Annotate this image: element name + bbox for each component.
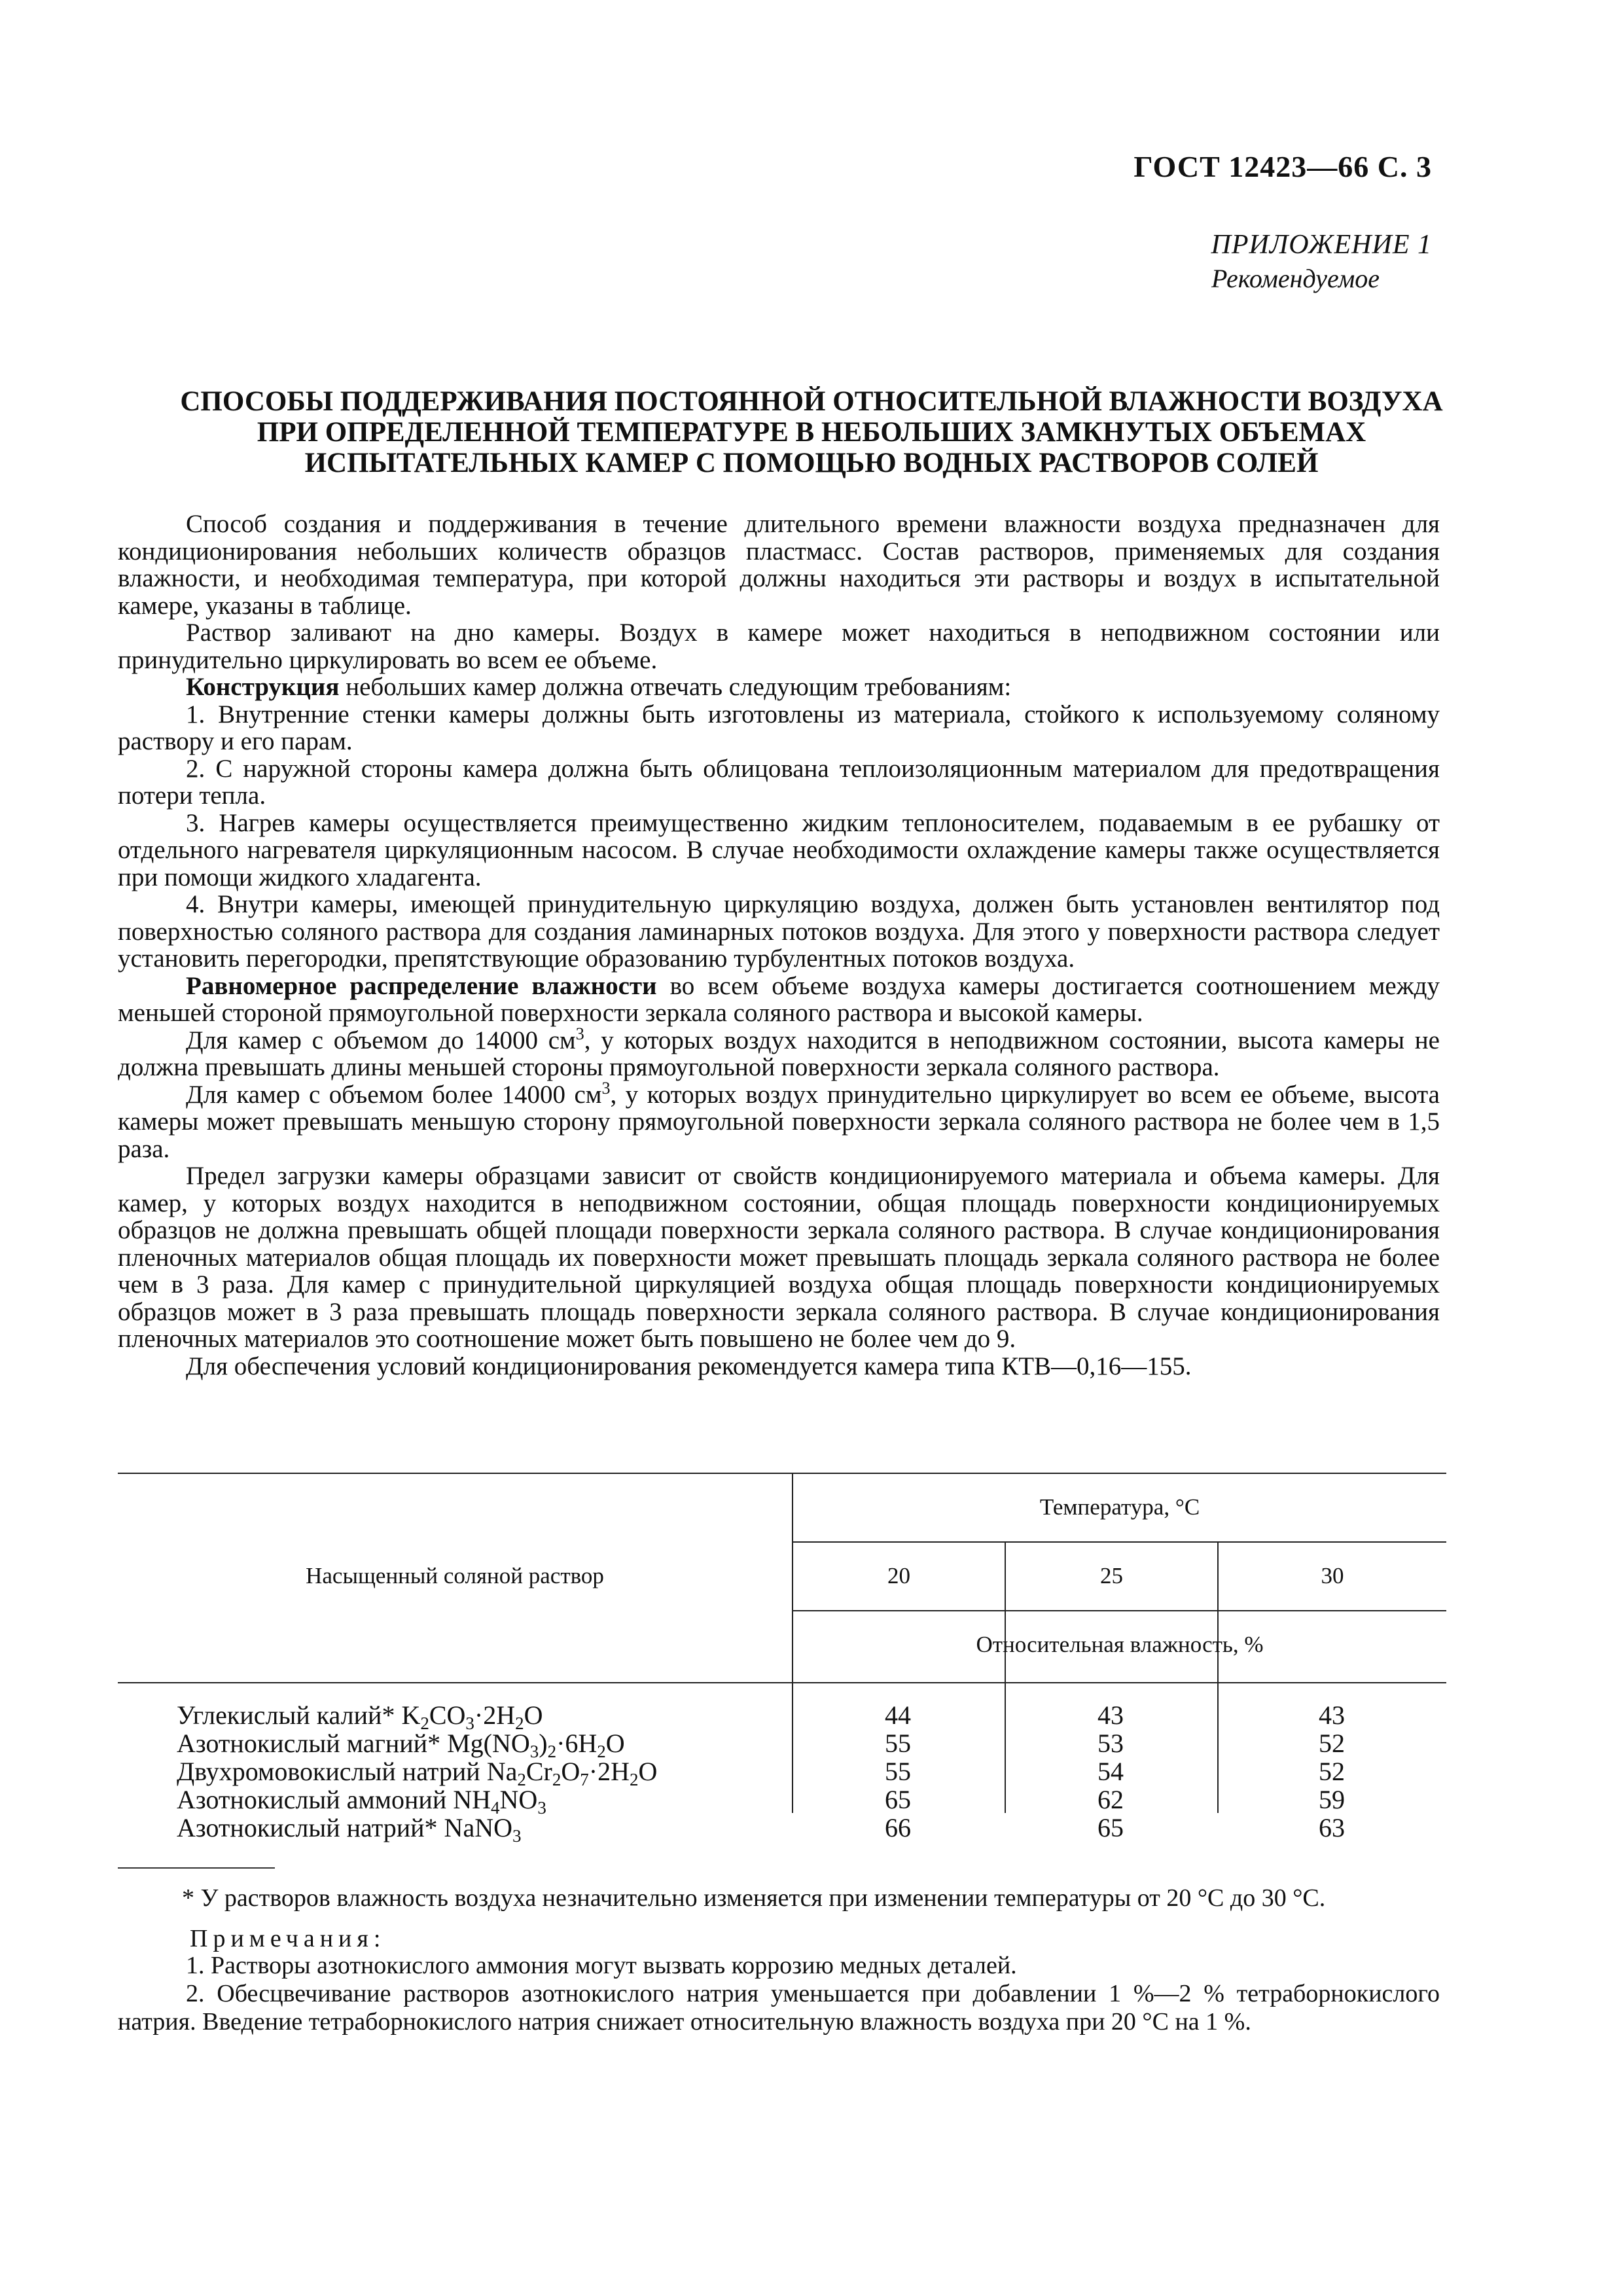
paragraph-1: Способ создания и поддерживания в течение длительного времени влажности воздуха предназначен для кондиционирования небольших количеств образцов пластмасс. Состав растворов, применяемых для создания влажности, и необходимая температура, при которой должны находиться эти растворы и воздух в испытательной камере, указаны в таблице. — [118, 510, 1440, 620]
distribution-term: Равномерное распределение влажности — [186, 971, 657, 1000]
table-cell-humidity: 43 — [1319, 1700, 1345, 1730]
header-temp-20: 20 — [887, 1563, 910, 1588]
paragraph-loading-limit: Предел загрузки камеры образцами зависит от свойств кондиционируемого материала и объема камеры. Для камер, у которых воздух находится в неподвижном состоянии, общая площадь поверхности кондиционируемых образцов не должна превышать общей площади поверхности зеркала соляного раствора. В случае кондиционирования пленочных материалов общая площадь их поверхности может превышать площадь зеркала соляного раствора не более чем в 3 раза. Для камер с принудительной циркуляцией воздуха общая площадь поверхности кондиционируемых образцов может в 3 раза превышать площадь поверхности зеркала соляного раствора. В случае кондиционирования пленочных материалов это соотношение может быть повышено не более чем до 9. — [118, 1162, 1440, 1353]
footnote-rule — [118, 1867, 275, 1869]
table-cell-humidity: 59 — [1319, 1785, 1345, 1814]
table-humidity-rule — [792, 1610, 1446, 1611]
notes-heading: Примечания: — [190, 1925, 386, 1952]
note-1: 1. Растворы азотнокислого аммония могут вызвать коррозию медных деталей. — [186, 1952, 1017, 1979]
table-cell-humidity: 65 — [885, 1785, 911, 1814]
standard-code: ГОСТ 12423—66 С. 3 — [1133, 150, 1432, 183]
table-row-solution: Углекислый калий* $K_2CO_3\cdot 2H_2O$ — [177, 1700, 543, 1733]
paragraph-small-chambers: Для камер с объемом до 14000 $см^3$, у которых воздух находится в неподвижном состоянии, высота камеры не должна превышать длины меньшей стороны прямоугольной поверхности зеркала соляного раствора. — [118, 1024, 1440, 1081]
body-text — [118, 511, 1440, 1380]
table-temp-rule — [792, 1541, 1446, 1543]
notes — [118, 1952, 1440, 2036]
title-line-2: ПРИ ОПРЕДЕЛЕННОЙ ТЕМПЕРАТУРЕ В НЕБОЛЬШИХ ЗАМКНУТЫХ ОБЪЕМАХ — [257, 417, 1366, 448]
requirement-3: 3. Нагрев камеры осуществляется преимущественно жидким теплоносителем, подаваемым в ее рубашку от отдельного нагревателя циркуляционным насосом. В случае необходимости охлаждение камеры также осуществляется при помощи жидкого хладагента. — [118, 808, 1440, 891]
table-cell-humidity: 65 — [1097, 1813, 1124, 1842]
table-cell-humidity: 66 — [885, 1813, 911, 1842]
title-line-1: СПОСОБЫ ПОДДЕРЖИВАНИЯ ПОСТОЯННОЙ ОТНОСИТЕЛЬНОЙ ВЛАЖНОСТИ ВОЗДУХА — [180, 386, 1443, 417]
title-line-3: ИСПЫТАТЕЛЬНЫХ КАМЕР С ПОМОЩЬЮ ВОДНЫХ РАСТВОРОВ СОЛЕЙ — [304, 448, 1319, 478]
header-temp-25: 25 — [1100, 1563, 1123, 1588]
table-cell-humidity: 54 — [1097, 1757, 1124, 1786]
table-row-solution: Азотнокислый аммоний $NH_4NO_3$ — [177, 1785, 546, 1818]
appendix-status: Рекомендуемое — [1211, 264, 1380, 293]
appendix-label: ПРИЛОЖЕНИЕ 1 — [1211, 230, 1432, 260]
table-cell-humidity: 44 — [885, 1700, 911, 1730]
paragraph-large-chambers: Для камер с объемом более 14000 $см^3$, у которых воздух принудительно циркулирует во всем ее объеме, высота камеры может превышать меньшую сторону прямоугольной поверхности зеркала соляного раствора не более чем в 1,5 раза. — [118, 1078, 1440, 1163]
paragraph-distribution: Равномерное распределение влажности во всем объеме воздуха камеры достигается соотношением между меньшей стороной прямоугольной поверхности зеркала соляного раствора и высокой камеры. — [118, 971, 1440, 1027]
table-row-solution: Двухромовокислый натрий $Na_2Cr_2O_7\cdot 2H_2O$ — [177, 1757, 658, 1789]
table-cell-humidity: 62 — [1097, 1785, 1124, 1814]
paragraph-recommended-chamber: Для обеспечения условий кондиционирования рекомендуется камера типа КТВ—0,16—155. — [186, 1352, 1192, 1380]
construction-term: Конструкция — [186, 673, 340, 701]
requirement-1: 1. Внутренние стенки камеры должны быть изготовлены из материала, стойкого к используемому соляному раствору и его парам. — [118, 700, 1440, 755]
table-cell-humidity: 55 — [885, 1729, 911, 1758]
requirement-4: 4. Внутри камеры, имеющей принудительную циркуляцию воздуха, должен быть установлен вентилятор под поверхностью соляного раствора для создания ламинарных потоков воздуха. Для этого у поверхности раствора следует установить перегородки, препятствующие образованию турбулентных потоков воздуха. — [118, 890, 1440, 973]
paragraph-3: Конструкция небольших камер должна отвечать следующим требованиям: — [186, 673, 1012, 701]
header-solution: Насыщенный соляной раствор — [306, 1563, 604, 1588]
table-cell-humidity: 53 — [1097, 1729, 1124, 1758]
document-title — [157, 386, 1466, 478]
requirement-2: 2. С наружной стороны камера должна быть облицована теплоизоляционным материалом для предотвращения потери тепла. — [118, 754, 1440, 810]
note-2: 2. Обесцвечивание растворов азотнокислого натрия уменьшается при добавлении 1 %—2 % тетраборнокислого натрия. Введение тетраборнокислого натрия снижает относительную влажность воздуха при 20 °С на 1 %. — [118, 1980, 1440, 2036]
table-row-solution: Азотнокислый натрий* NaNO$_3$ — [177, 1813, 522, 1846]
table-cell-humidity: 52 — [1319, 1757, 1345, 1786]
header-humidity: Относительная влажность, % — [976, 1632, 1264, 1657]
table-cell-humidity: 43 — [1097, 1700, 1124, 1730]
table-cell-humidity: 52 — [1319, 1729, 1345, 1758]
table-header-divider — [118, 1682, 1446, 1683]
paragraph-2: Раствор заливают на дно камеры. Воздух в камере может находиться в неподвижном состоянии или принудительно циркулировать во всем ее объеме. — [118, 619, 1440, 674]
header-temp-30: 30 — [1321, 1563, 1344, 1588]
table-row-solution: Азотнокислый магний* $Mg(NO_3)_2\cdot 6H_2O$ — [177, 1729, 625, 1761]
table-top-rule — [118, 1473, 1446, 1474]
table-cell-humidity: 55 — [885, 1757, 911, 1786]
footnote: * У растворов влажность воздуха незначительно изменяется при изменении температуры от 20 °С до 30 °С. — [182, 1884, 1326, 1912]
header-temperature: Температура, °С — [1039, 1494, 1200, 1520]
table-cell-humidity: 63 — [1319, 1813, 1345, 1842]
